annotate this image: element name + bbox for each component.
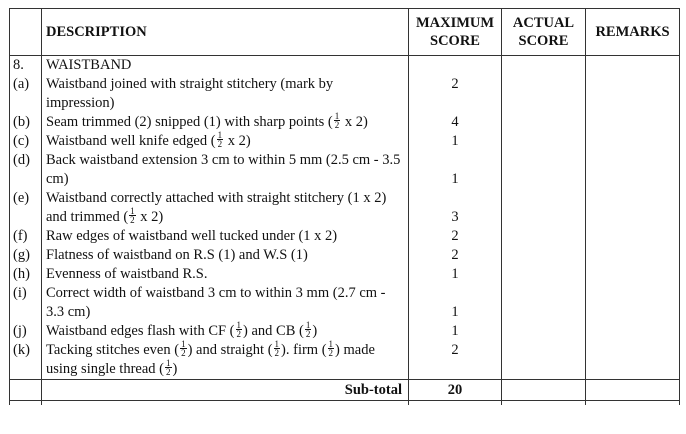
row-max-score: 1	[409, 132, 502, 151]
row-remarks	[586, 75, 680, 113]
fraction-half: $\frac{1}{2}$	[274, 339, 280, 359]
row-actual-score	[502, 113, 586, 132]
table-tail	[10, 401, 680, 406]
table-row	[10, 75, 680, 113]
row-description: Flatness of waistband on R.S (1) and W.S (1)	[42, 246, 409, 265]
header-actual-score	[502, 9, 586, 56]
row-remarks	[586, 265, 680, 284]
row-max-score: 1	[409, 151, 502, 189]
row-remarks	[586, 151, 680, 189]
header-remarks: REMARKS	[586, 9, 680, 56]
fraction-half: $\frac{1}{2}$	[328, 339, 334, 359]
row-description: Waistband well knife edged ( $\frac{1}{2}$ x 2)	[42, 132, 409, 151]
row-label: (e)	[10, 189, 42, 227]
row-description: Evenness of waistband R.S.	[42, 265, 409, 284]
row-description: Waistband correctly attached with straight stitchery (1 x 2) and trimmed ( $\frac{1}{2}$ x 2)	[42, 189, 409, 227]
header-row	[10, 9, 680, 56]
fraction-half: $\frac{1}{2}$	[130, 206, 135, 226]
row-label: (g)	[10, 246, 42, 265]
row-actual-score	[502, 75, 586, 113]
row-actual-score	[502, 246, 586, 265]
subtotal-row	[10, 380, 680, 401]
table-row	[10, 113, 680, 132]
fraction-half: $\frac{1}{2}$	[181, 339, 186, 359]
subtotal-score: 20	[409, 380, 502, 401]
row-label: (c)	[10, 132, 42, 151]
row-max-score: 3	[409, 189, 502, 227]
row-remarks	[586, 284, 680, 322]
row-actual-score	[502, 151, 586, 189]
row-max-score: 2	[409, 341, 502, 380]
fraction-half: $\frac{1}{2}$	[334, 111, 340, 131]
row-description: Tacking stitches even ( $\frac{1}{2}$ ) and straight ( $\frac{1}{2}$ ). firm ( $\frac{1}{2}$ ) made using single thread ( $\frac{1}{2}$ )	[42, 341, 409, 380]
header-max-score-line2: SCORE	[430, 33, 480, 49]
table-row	[10, 189, 680, 227]
row-remarks	[586, 322, 680, 341]
row-max-score: 2	[409, 75, 502, 113]
row-label: (j)	[10, 322, 42, 341]
row-label: (h)	[10, 265, 42, 284]
row-max-score: 4	[409, 113, 502, 132]
section-row	[10, 56, 680, 76]
table-row	[10, 322, 680, 341]
row-description: Correct width of waistband 3 cm to within 3 mm (2.7 cm - 3.3 cm)	[42, 284, 409, 322]
fraction-half: $\frac{1}{2}$	[305, 320, 311, 340]
row-max-score: 1	[409, 284, 502, 322]
section-number: 8.	[10, 56, 42, 76]
row-max-score: 2	[409, 227, 502, 246]
row-remarks	[586, 246, 680, 265]
subtotal-label: Sub-total	[42, 380, 409, 401]
row-remarks	[586, 113, 680, 132]
row-actual-score	[502, 322, 586, 341]
table-row	[10, 265, 680, 284]
header-max-score	[409, 9, 502, 56]
row-actual-score	[502, 265, 586, 284]
row-label: (k)	[10, 341, 42, 380]
subtotal-remarks	[586, 380, 680, 401]
row-label: (f)	[10, 227, 42, 246]
row-remarks	[586, 132, 680, 151]
header-description: DESCRIPTION	[42, 9, 409, 56]
row-remarks	[586, 227, 680, 246]
row-label: (b)	[10, 113, 42, 132]
table-row	[10, 284, 680, 322]
header-actual-score-line2: SCORE	[518, 33, 569, 49]
section-title: WAISTBAND	[42, 56, 409, 76]
row-actual-score	[502, 189, 586, 227]
row-description: Waistband joined with straight stitchery (mark by impression)	[42, 75, 409, 113]
row-max-score: 1	[409, 322, 502, 341]
row-actual-score	[502, 227, 586, 246]
header-max-score-line1: MAXIMUM	[415, 15, 495, 31]
row-remarks	[586, 189, 680, 227]
score-table	[9, 8, 680, 405]
row-actual-score	[502, 284, 586, 322]
row-actual-score	[502, 341, 586, 380]
table-row	[10, 246, 680, 265]
row-description: Raw edges of waistband well tucked under (1 x 2)	[42, 227, 409, 246]
row-label: (i)	[10, 284, 42, 322]
subtotal-actual	[502, 380, 586, 401]
table-row	[10, 132, 680, 151]
table-row	[10, 151, 680, 189]
row-label: (d)	[10, 151, 42, 189]
row-max-score: 2	[409, 246, 502, 265]
fraction-half: $\frac{1}{2}$	[236, 320, 242, 340]
header-number	[10, 9, 42, 56]
row-description: Waistband edges flash with CF ( $\frac{1}{2}$ ) and CB ( $\frac{1}{2}$ )	[42, 322, 409, 341]
fraction-half: $\frac{1}{2}$	[217, 130, 223, 150]
fraction-half: $\frac{1}{2}$	[166, 358, 171, 378]
header-actual-score-line1: ACTUAL	[512, 15, 575, 31]
row-description: Back waistband extension 3 cm to within 5 mm (2.5 cm - 3.5 cm)	[42, 151, 409, 189]
row-description: Seam trimmed (2) snipped (1) with sharp points ( $\frac{1}{2}$ x 2)	[42, 113, 409, 132]
row-actual-score	[502, 132, 586, 151]
table-row	[10, 341, 680, 380]
row-max-score: 1	[409, 265, 502, 284]
row-remarks	[586, 341, 680, 380]
row-label: (a)	[10, 75, 42, 113]
table-row	[10, 227, 680, 246]
